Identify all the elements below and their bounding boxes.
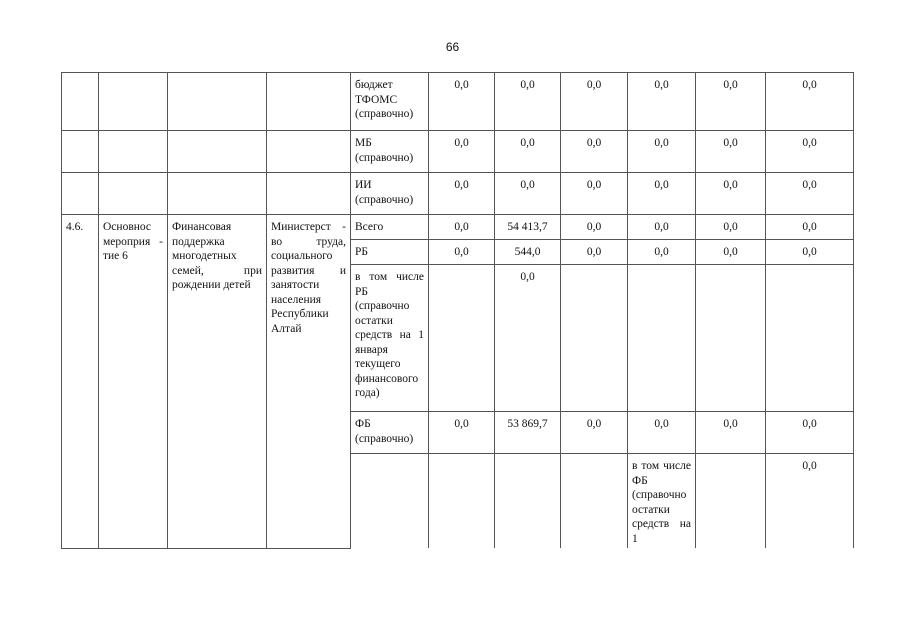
blank-cell xyxy=(62,131,99,173)
value-cell: 0,0 xyxy=(766,215,854,240)
value-cell: 0,0 xyxy=(628,215,696,240)
cell-text-line: в том числе xyxy=(355,271,424,283)
value-cell: 0,0 xyxy=(628,131,696,173)
cell-text-line: января xyxy=(355,343,388,356)
cell-text-line: Финансовая xyxy=(172,221,232,233)
value-cell: 0,0 xyxy=(429,215,495,240)
cell-text-line: Основнос xyxy=(103,221,152,233)
value-cell: 53 869,7 xyxy=(495,412,561,454)
cell-text-line: Министерст - xyxy=(271,221,346,233)
value-cell: 0,0 xyxy=(628,73,696,131)
source-cell xyxy=(628,454,696,549)
cell-text-line: ФБ xyxy=(632,474,648,487)
cell-text-line: остатки xyxy=(632,503,670,516)
value-cell: 0,0 xyxy=(561,73,628,131)
cell-text-line: средств на 1 xyxy=(355,329,424,341)
blank-cell xyxy=(168,173,267,215)
value-cell: 0,0 xyxy=(696,240,766,265)
source-cell: МБ (справочно) xyxy=(351,131,429,173)
table-row xyxy=(62,131,854,173)
blank-cell xyxy=(99,173,168,215)
value-cell: 0,0 xyxy=(561,173,628,215)
value-cell: 0,0 xyxy=(766,131,854,173)
value-cell xyxy=(561,265,628,412)
value-cell xyxy=(766,265,854,412)
event-name xyxy=(99,215,168,549)
value-cell: 0,0 xyxy=(561,215,628,240)
cell-text-line: мероприя - xyxy=(103,235,163,248)
source-cell: ИИ (справочно) xyxy=(351,173,429,215)
blank-cell xyxy=(99,131,168,173)
value-cell: 0,0 xyxy=(429,73,495,131)
cell-text-line: во труда, xyxy=(271,235,346,248)
cell-text-line: финансового xyxy=(355,372,419,385)
value-cell: 0,0 xyxy=(495,131,561,173)
value-cell: 0,0 xyxy=(696,215,766,240)
blank-cell xyxy=(168,73,267,131)
cell-text-line: социального xyxy=(271,250,333,262)
value-cell: 0,0 xyxy=(696,73,766,131)
value-cell: 544,0 xyxy=(495,240,561,265)
cell-text-line: развития и xyxy=(271,264,346,277)
value-cell: 0,0 xyxy=(766,454,854,549)
cell-text-line: средств на 1 xyxy=(632,518,691,545)
blank-cell xyxy=(62,73,99,131)
source-cell: ФБ (справочно) xyxy=(351,412,429,454)
blank-cell xyxy=(561,454,628,549)
cell-text-line: года) xyxy=(355,387,380,399)
blank-cell xyxy=(351,454,429,549)
source-cell: РБ xyxy=(351,240,429,265)
cell-text-line: РБ xyxy=(355,285,368,298)
cell-text-line: тие 6 xyxy=(103,250,128,262)
cell-text-line: текущего xyxy=(355,358,401,370)
cell-text-line: Республики xyxy=(271,308,329,320)
blank-cell xyxy=(495,454,561,549)
blank-cell xyxy=(267,73,351,131)
blank-cell xyxy=(62,173,99,215)
value-cell: 0,0 xyxy=(766,240,854,265)
cell-text-line: поддержка xyxy=(172,235,225,248)
value-cell xyxy=(429,265,495,412)
event-description xyxy=(168,215,267,549)
value-cell xyxy=(628,265,696,412)
value-cell: 54 413,7 xyxy=(495,215,561,240)
section-number: 4.6. xyxy=(62,215,99,549)
cell-text-line: Алтай xyxy=(271,322,302,335)
value-cell xyxy=(696,454,766,549)
value-cell: 0,0 xyxy=(696,412,766,454)
cell-text-line: (справочно xyxy=(355,300,410,312)
blank-cell xyxy=(267,131,351,173)
cell-text-line: занятости xyxy=(271,279,320,291)
cell-text-line: многодетных xyxy=(172,250,237,262)
value-cell xyxy=(696,265,766,412)
value-cell: 0,0 xyxy=(429,173,495,215)
blank-cell xyxy=(99,73,168,131)
value-cell: 0,0 xyxy=(561,131,628,173)
value-cell: 0,0 xyxy=(495,265,561,412)
source-cell xyxy=(351,265,429,412)
value-cell: 0,0 xyxy=(429,240,495,265)
value-cell: 0,0 xyxy=(696,131,766,173)
table-row xyxy=(62,173,854,215)
cell-text-line: населения xyxy=(271,293,322,306)
value-cell: 0,0 xyxy=(561,240,628,265)
budget-table xyxy=(61,72,854,549)
value-cell: 0,0 xyxy=(429,131,495,173)
page-number: 66 xyxy=(445,40,460,54)
blank-cell xyxy=(267,173,351,215)
value-cell: 0,0 xyxy=(495,73,561,131)
source-cell: Всего xyxy=(351,215,429,240)
blank-cell xyxy=(168,131,267,173)
value-cell: 0,0 xyxy=(696,173,766,215)
value-cell: 0,0 xyxy=(561,412,628,454)
blank-cell xyxy=(429,454,495,549)
cell-text-line: остатки xyxy=(355,314,393,327)
cell-text-line: (справочно xyxy=(632,489,687,501)
value-cell: 0,0 xyxy=(766,173,854,215)
value-cell: 0,0 xyxy=(495,173,561,215)
value-cell: 0,0 xyxy=(766,412,854,454)
cell-text-line: рождении детей xyxy=(172,279,251,291)
source-cell: бюджет ТФОМС (справочно) xyxy=(351,73,429,131)
cell-text-line: в том числе xyxy=(632,460,691,472)
value-cell: 0,0 xyxy=(628,240,696,265)
table-row xyxy=(62,215,854,240)
event-executor xyxy=(267,215,351,549)
value-cell: 0,0 xyxy=(628,412,696,454)
value-cell: 0,0 xyxy=(628,173,696,215)
table-row xyxy=(62,73,854,131)
value-cell: 0,0 xyxy=(429,412,495,454)
cell-text-line: семей, при xyxy=(172,264,262,277)
value-cell: 0,0 xyxy=(766,73,854,131)
